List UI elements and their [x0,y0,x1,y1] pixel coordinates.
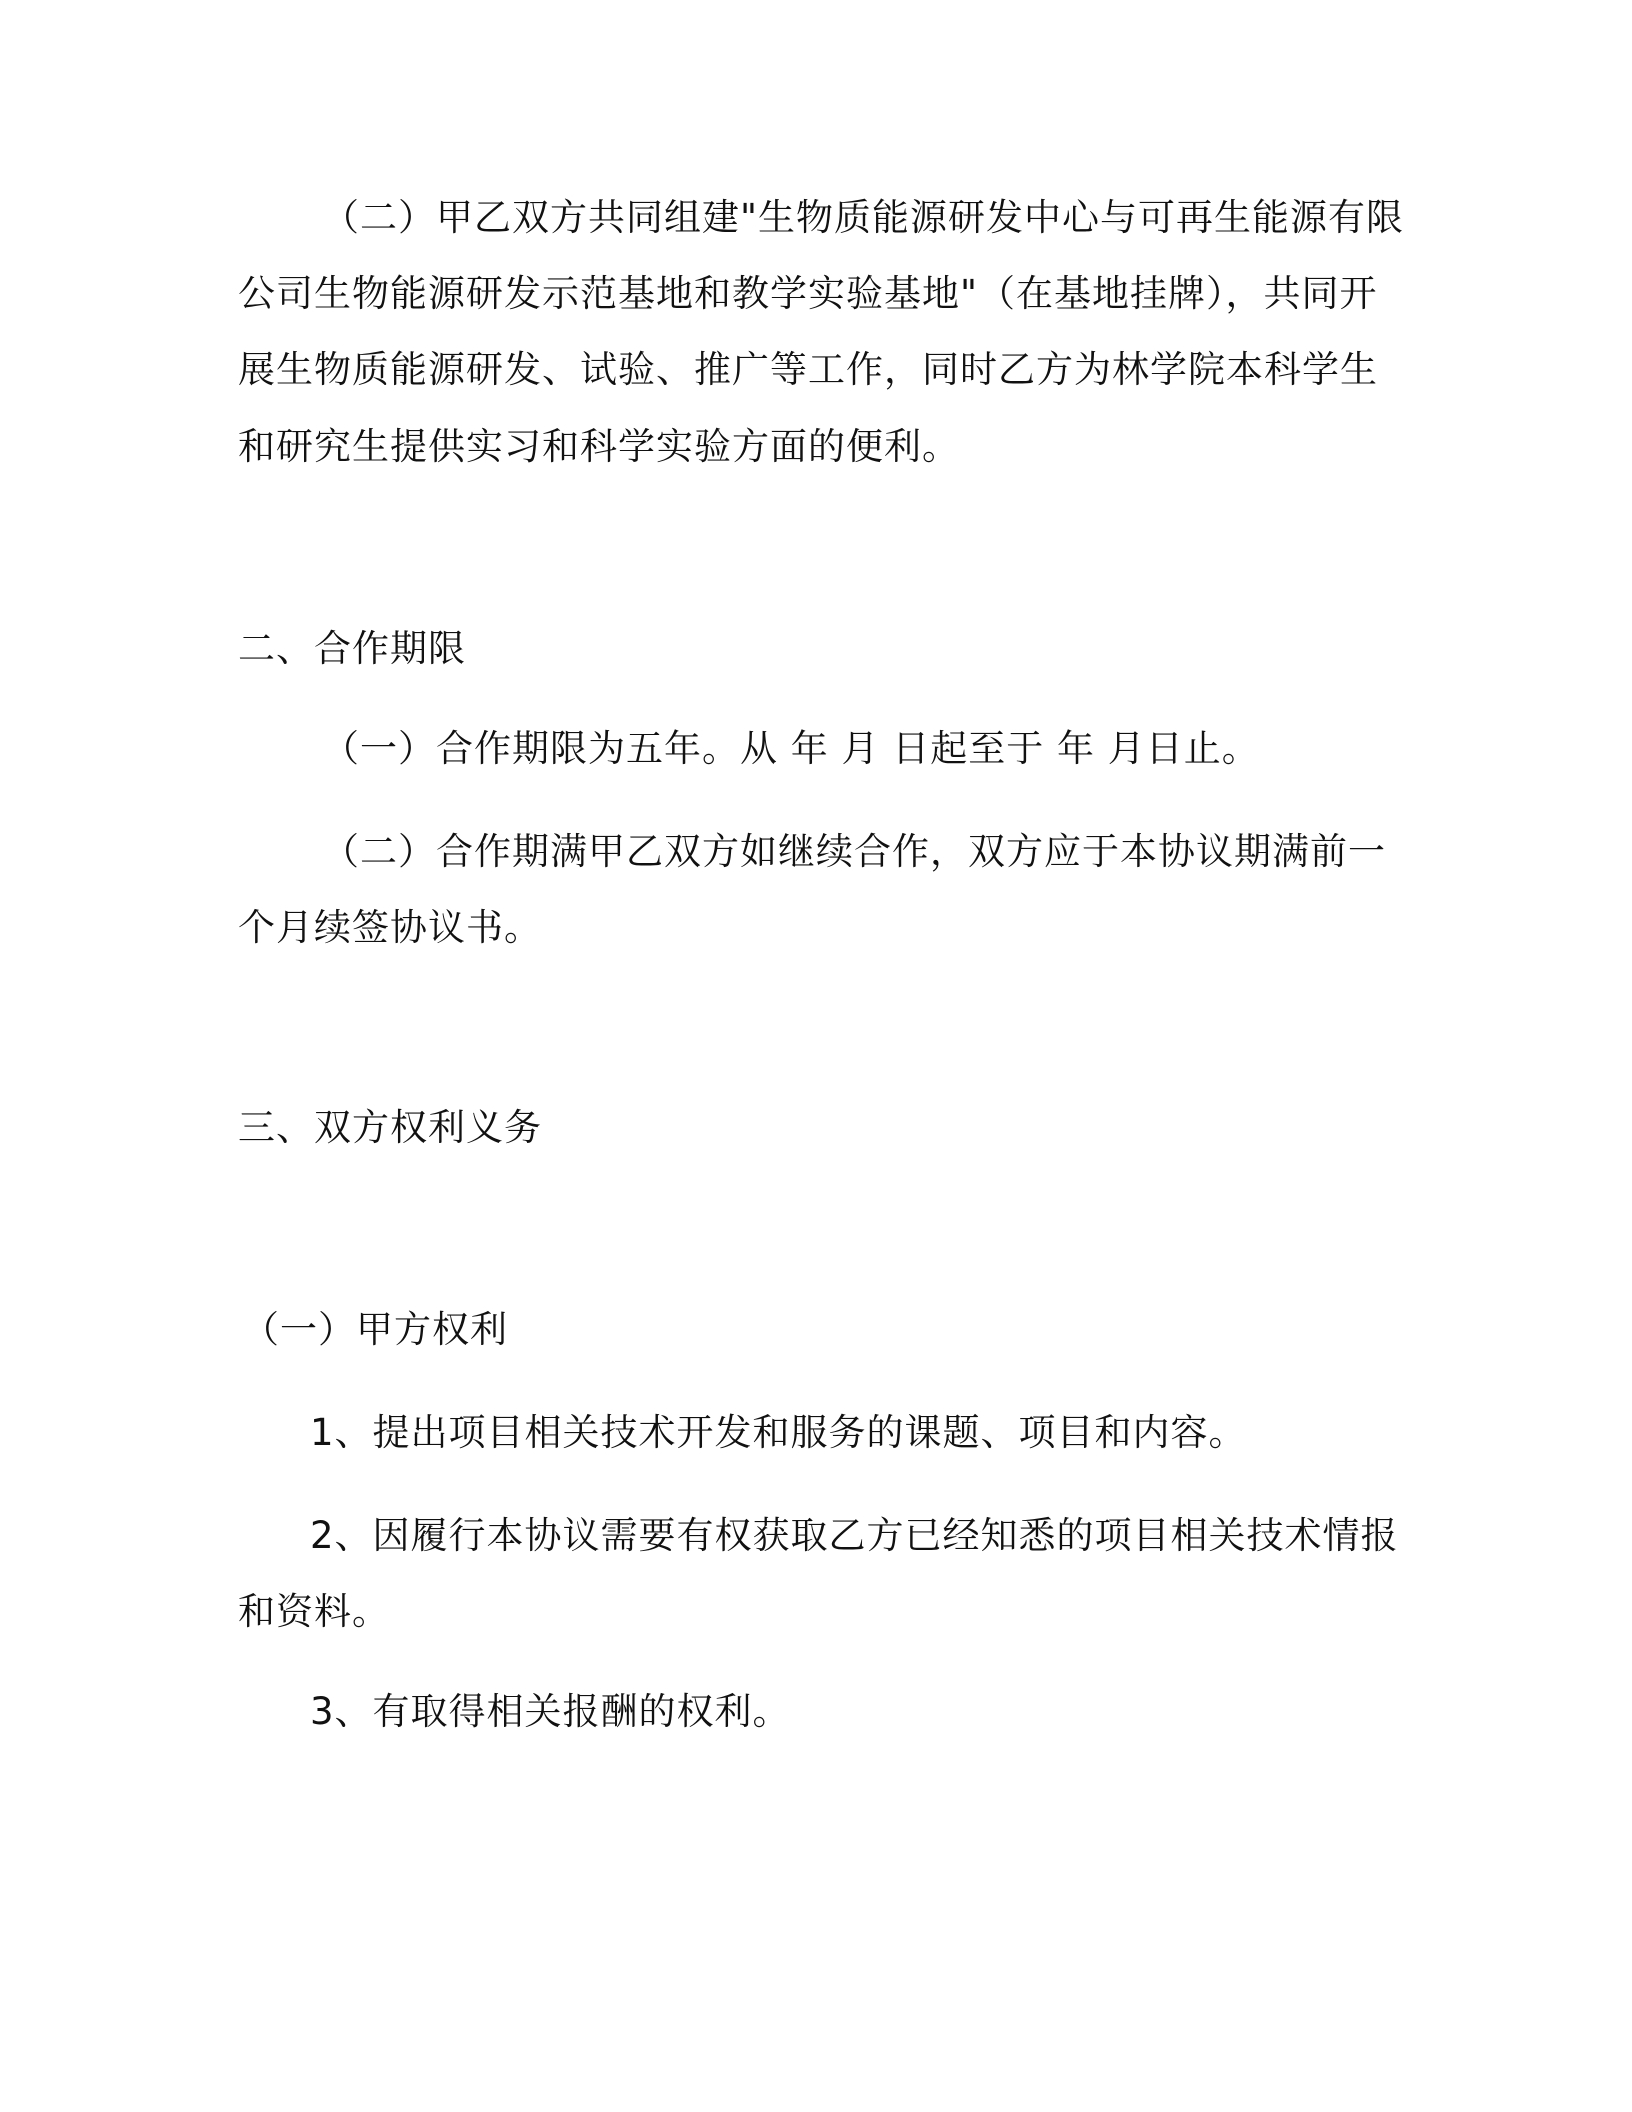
subsection-heading: （一）甲方权利 [242,1308,508,1351]
paragraph-line: 2、因履行本协议需要有权获取乙方已经知悉的项目相关技术情报 [310,1514,1399,1557]
paragraph-line: 3、有取得相关报酬的权利。 [310,1690,791,1733]
section-heading-rights: 三、双方权利义务 [238,1106,542,1149]
paragraph-line: 1、提出项目相关技术开发和服务的课题、项目和内容。 [310,1411,1247,1454]
paragraph-line: 和资料。 [238,1590,390,1633]
paragraph-line: 个月续签协议书。 [238,906,542,949]
section-heading-term: 二、合作期限 [238,627,466,670]
paragraph-line: （二）合作期满甲乙双方如继续合作，双方应于本协议期满前一 [322,830,1386,873]
paragraph-line: 公司生物能源研发示范基地和教学实验基地"（在基地挂牌），共同开 [238,272,1378,315]
paragraph-line: 和研究生提供实习和科学实验方面的便利。 [238,425,960,468]
paragraph-line: （二）甲乙双方共同组建"生物质能源研发中心与可再生能源有限 [322,196,1405,239]
paragraph-line: （一）合作期限为五年。从 年 月 日起至于 年 月日止。 [322,727,1260,770]
paragraph-line: 展生物质能源研发、试验、推广等工作，同时乙方为林学院本科学生 [238,348,1378,391]
